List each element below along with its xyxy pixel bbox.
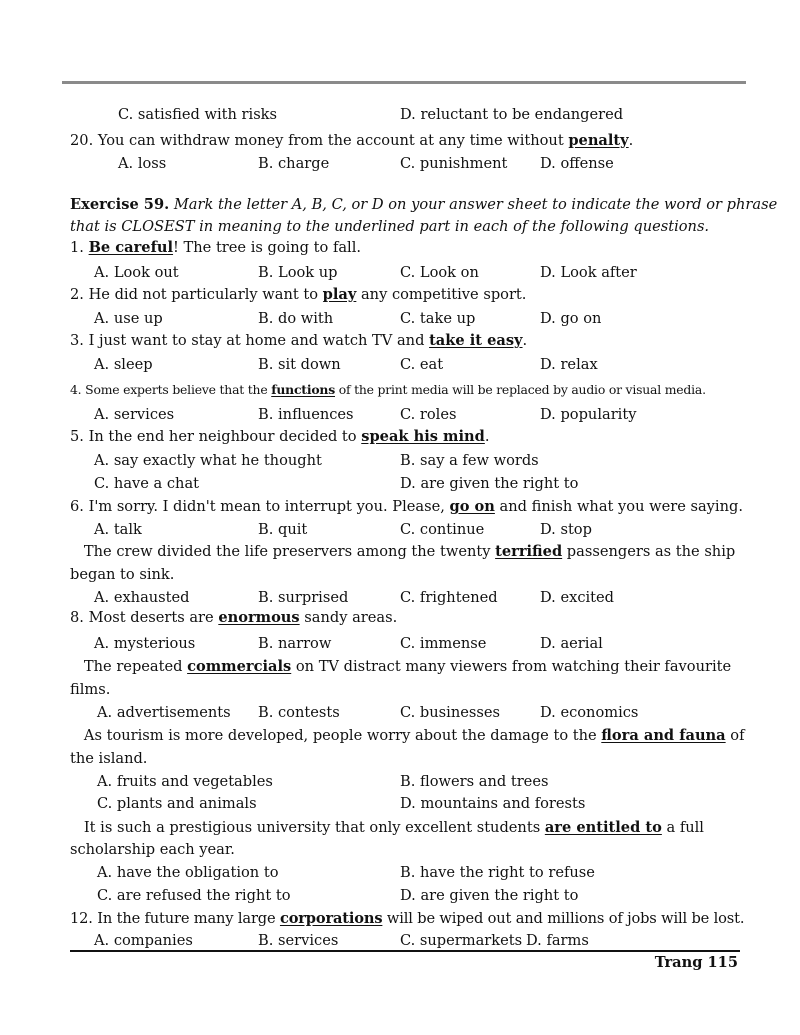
q6-option-c: C. continue	[400, 521, 485, 538]
q4-option-c: C. roles	[400, 406, 457, 423]
q9-underlined: commercials	[187, 658, 292, 675]
q20-stem: 20. You can withdraw money from the account at any time without penalty.	[70, 132, 634, 149]
q6-option-b: B. quit	[258, 521, 308, 538]
q10-option-a: A. fruits and vegetables	[97, 773, 273, 790]
q1-option-d: D. Look after	[540, 264, 637, 281]
footer-rule	[70, 950, 740, 952]
q19-option-c: C. satisfied with risks	[118, 106, 278, 123]
q1-option-c: C. Look on	[400, 264, 479, 281]
q9-stem-cont: films.	[70, 681, 111, 698]
q19-option-d: D. reluctant to be endangered	[400, 106, 624, 123]
q8-underlined: enormous	[218, 609, 300, 626]
q11-option-c: C. are refused the right to	[97, 887, 291, 904]
q8-option-d: D. aerial	[540, 635, 603, 652]
q10-option-d: D. mountains and forests	[400, 795, 586, 812]
q9-option-d: D. economics	[540, 704, 639, 721]
exercise-instructions: that is CLOSEST in meaning to the underlined part in each of the following questions.	[70, 218, 710, 235]
q5-option-a: A. say exactly what he thought	[94, 452, 322, 469]
q7-underlined: terrified	[495, 543, 563, 560]
q8-stem: 8. Most deserts are enormous sandy areas.	[70, 609, 398, 626]
q5-option-c: C. have a chat	[94, 475, 200, 492]
q4-underlined: functions	[271, 382, 335, 397]
q12-option-d: D. farms	[526, 932, 589, 949]
q10-stem: As tourism is more developed, people worry about the damage to the flora and fauna of	[70, 727, 745, 744]
q20-option-a: A. loss	[118, 155, 167, 172]
q11-option-a: A. have the obligation to	[97, 864, 279, 881]
q5-option-d: D. are given the right to	[400, 475, 579, 492]
q4-option-a: A. services	[94, 406, 175, 423]
q6-stem: 6. I'm sorry. I didn't mean to interrupt you. Please, go on and finish what you were saying.	[70, 498, 743, 515]
q1-option-a: A. Look out	[94, 264, 179, 281]
q2-option-b: B. do with	[258, 310, 334, 327]
q11-option-d: D. are given the right to	[400, 887, 579, 904]
q11-stem-cont: scholarship each year.	[70, 841, 235, 858]
q5-stem: 5. In the end her neighbour decided to speak his mind.	[70, 428, 490, 445]
q7-option-c: C. frightened	[400, 589, 498, 606]
q7-stem-cont: began to sink.	[70, 566, 175, 583]
q11-option-b: B. have the right to refuse	[400, 864, 595, 881]
q6-option-a: A. talk	[94, 521, 142, 538]
q12-underlined: corporations	[279, 910, 383, 927]
q10-underlined: flora and fauna	[601, 727, 726, 744]
q8-option-c: C. immense	[400, 635, 487, 652]
q1-stem: 1. Be careful! The tree is going to fall.	[70, 239, 362, 256]
q9-option-a: A. advertisements	[97, 704, 231, 721]
q9-stem: The repeated commercials on TV distract many viewers from watching their favourite	[70, 658, 732, 675]
q4-stem: 4. Some experts believe that the functions of the print media will be replaced by audio or visual media.	[70, 382, 706, 397]
q7-stem: The crew divided the life preservers among the twenty terrified passengers as the ship	[70, 543, 736, 560]
q3-option-d: D. relax	[540, 356, 598, 373]
q20-option-d: D. offense	[540, 155, 614, 172]
q3-stem: 3. I just want to stay at home and watch TV and take it easy.	[70, 332, 528, 349]
q10-option-c: C. plants and animals	[97, 795, 257, 812]
q1-underlined: Be careful	[88, 239, 174, 256]
q20-option-c: C. punishment	[400, 155, 508, 172]
q8-option-a: A. mysterious	[94, 635, 196, 652]
q9-option-c: C. businesses	[400, 704, 500, 721]
q3-option-a: A. sleep	[94, 356, 153, 373]
q4-option-d: D. popularity	[540, 406, 637, 423]
q5-underlined: speak his mind	[361, 428, 485, 445]
q6-option-d: D. stop	[540, 521, 592, 538]
q12-option-b: B. services	[258, 932, 339, 949]
q12-stem: 12. In the future many large corporations will be wiped out and millions of jobs will be lost.	[70, 910, 745, 927]
q2-stem: 2. He did not particularly want to play any competitive sport.	[70, 286, 527, 303]
q11-underlined: are entitled to	[544, 819, 662, 836]
q2-underlined: play	[322, 286, 357, 303]
q6-underlined: go on	[449, 498, 495, 515]
q5-option-b: B. say a few words	[400, 452, 539, 469]
page-number: Trang 115	[654, 954, 738, 971]
q8-option-b: B. narrow	[258, 635, 332, 652]
q12-option-a: A. companies	[94, 932, 193, 949]
q9-option-b: B. contests	[258, 704, 340, 721]
q10-stem-cont: the island.	[70, 750, 148, 767]
header-rule	[62, 81, 746, 84]
q4-option-b: B. influences	[258, 406, 354, 423]
q3-option-b: B. sit down	[258, 356, 341, 373]
q12-option-c: C. supermarkets	[400, 932, 523, 949]
q20-underlined: penalty	[568, 132, 629, 149]
q3-option-c: C. eat	[400, 356, 444, 373]
q7-option-b: B. surprised	[258, 589, 349, 606]
q20-option-b: B. charge	[258, 155, 330, 172]
q2-option-a: A. use up	[94, 310, 163, 327]
q2-option-d: D. go on	[540, 310, 602, 327]
q1-option-b: B. Look up	[258, 264, 338, 281]
q7-option-d: D. excited	[540, 589, 615, 606]
q2-option-c: C. take up	[400, 310, 476, 327]
q7-option-a: A. exhausted	[94, 589, 190, 606]
q3-underlined: take it easy	[429, 332, 523, 349]
exercise-heading: Exercise 59. Mark the letter A, B, C, or D on your answer sheet to indicate the word or phrase	[70, 196, 778, 213]
q11-stem: It is such a prestigious university that only excellent students are entitled to a full	[70, 819, 704, 836]
q10-option-b: B. flowers and trees	[400, 773, 549, 790]
